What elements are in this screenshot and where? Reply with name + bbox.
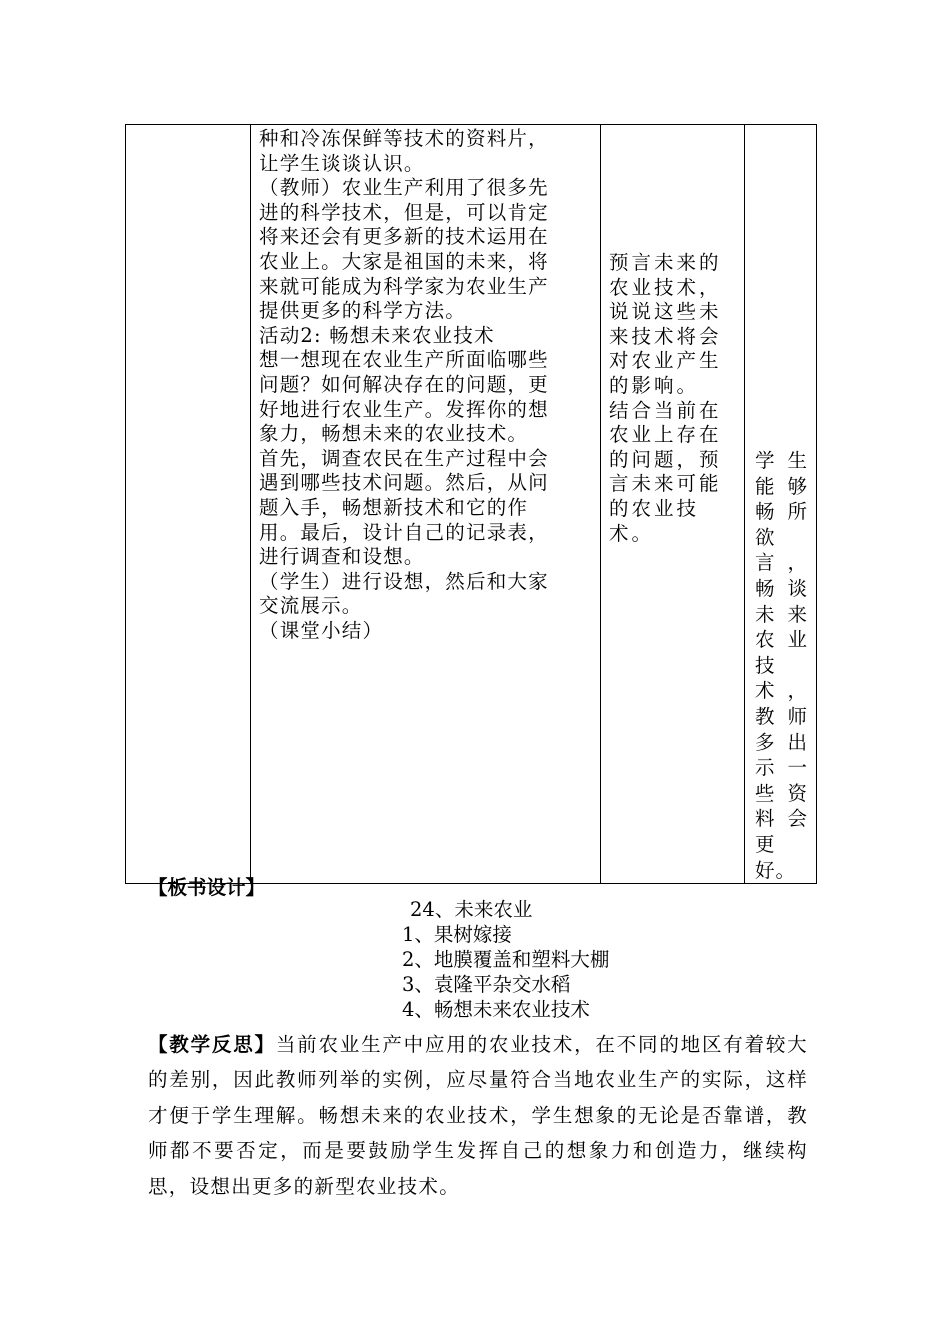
design-intent-char: 谈 bbox=[787, 576, 808, 600]
design-intent-row bbox=[755, 653, 808, 679]
teacher-activity-line: 进的科学技术，但是，可以肯定 bbox=[259, 200, 549, 224]
design-intent-row bbox=[755, 781, 808, 807]
design-intent-row bbox=[755, 499, 808, 525]
design-intent-row bbox=[755, 730, 808, 756]
design-intent-char: 欲 bbox=[755, 525, 776, 549]
reflection-text: 当前农业生产中应用的农业技术，在不同的地区有着较大的差别，因此教师列举的实例，应尽量符合当地农业生产的实际，这样才便于学生理解。畅想未来的农业技术，学生想象的无论是否靠谱，教师都不要否定，而是要鼓励学生发挥自己的想象力和创造力，继续构思，设想出更多的新型农业技术。 bbox=[148, 1033, 808, 1198]
design-intent-char: 业 bbox=[787, 628, 808, 652]
board-item: 2、地膜覆盖和塑料大棚 bbox=[402, 948, 610, 971]
teacher-activity-line: 题入手，畅想新技术和它的作 bbox=[259, 495, 529, 519]
design-intent-char: 所 bbox=[787, 500, 808, 524]
teacher-activity-line: 让学生谈谈认识。 bbox=[259, 151, 425, 175]
teacher-activity-line: 好地进行农业生产。发挥你的想 bbox=[259, 397, 549, 421]
design-intent-row bbox=[755, 602, 808, 628]
student-activity-line: 农业技术， bbox=[609, 275, 722, 299]
design-intent-char: 多 bbox=[755, 730, 776, 754]
design-intent-char: 学 bbox=[755, 449, 776, 472]
design-intent-cell bbox=[745, 125, 817, 884]
board-item: 3、袁隆平杂交水稻 bbox=[402, 973, 571, 996]
reflection-label: 【教学反思】 bbox=[148, 1033, 276, 1056]
teacher-activity-line: 象力，畅想未来的农业技术。 bbox=[259, 422, 529, 446]
design-intent-row bbox=[755, 576, 808, 602]
student-activity-line: 术。 bbox=[609, 521, 655, 545]
design-intent-char: 言 bbox=[755, 551, 776, 575]
design-intent-row bbox=[755, 525, 808, 551]
board-design-label: 【板书设计】 bbox=[148, 876, 266, 899]
student-activity-line: 预言未来的 bbox=[609, 251, 722, 274]
design-intent-text bbox=[745, 125, 816, 883]
design-intent-char: 出 bbox=[787, 730, 808, 754]
design-intent-row bbox=[755, 704, 808, 730]
design-intent-char: 示 bbox=[755, 756, 776, 780]
student-activity-line: 农业上存在 bbox=[609, 423, 722, 447]
teacher-activity-line: 种和冷冻保鲜等技术的资料片， bbox=[259, 127, 549, 150]
design-intent-char: 料 bbox=[755, 807, 776, 831]
student-activity-line: 来技术将会 bbox=[609, 324, 722, 348]
teacher-activity-line: （学生）进行设想，然后和大家 bbox=[259, 569, 549, 593]
board-title: 24、未来农业 bbox=[410, 898, 533, 921]
student-activity-cell bbox=[601, 125, 745, 884]
design-intent-char: 农 bbox=[755, 628, 776, 652]
teacher-activity-line: 想一想现在农业生产所面临哪些 bbox=[259, 348, 549, 372]
design-intent-char: 畅 bbox=[755, 576, 776, 600]
design-intent-char: 教 bbox=[755, 704, 776, 728]
teacher-activity-line: （教师）农业生产利用了很多先 bbox=[259, 176, 549, 200]
student-activity-line: 的问题，预 bbox=[609, 447, 722, 471]
design-intent-row bbox=[755, 832, 808, 858]
design-intent-char: 够 bbox=[787, 474, 808, 498]
student-activity-text bbox=[601, 125, 744, 546]
teacher-activity-cell bbox=[251, 125, 601, 884]
design-intent-row bbox=[755, 858, 808, 884]
design-intent-char: 来 bbox=[787, 602, 808, 626]
teacher-activity-line: 活动2: 畅想未来农业技术 bbox=[259, 323, 495, 347]
design-intent-char: 一 bbox=[787, 756, 808, 780]
design-intent-char: ， bbox=[787, 679, 808, 703]
design-intent-char: 能 bbox=[755, 474, 776, 498]
design-intent-char: 师 bbox=[787, 704, 808, 728]
design-intent-row bbox=[755, 755, 808, 781]
teacher-activity-line: 提供更多的科学方法。 bbox=[259, 299, 467, 323]
teacher-activity-line: 交流展示。 bbox=[259, 594, 363, 618]
student-activity-line: 的影响。 bbox=[609, 373, 700, 397]
student-activity-line: 的农业技 bbox=[609, 496, 700, 520]
design-intent-char: 未 bbox=[755, 602, 776, 626]
table-row bbox=[126, 125, 817, 884]
design-intent-char: 些 bbox=[755, 781, 776, 805]
design-intent-row bbox=[755, 550, 808, 576]
stage-cell bbox=[126, 125, 251, 884]
design-intent-char: ， bbox=[787, 551, 808, 575]
lesson-plan-table bbox=[125, 124, 817, 884]
teacher-activity-line: 首先，调查农民在生产过程中会 bbox=[259, 446, 549, 470]
teacher-activity-line: 来就可能成为科学家为农业生产 bbox=[259, 274, 549, 298]
teacher-activity-line: 进行调查和设想。 bbox=[259, 545, 425, 569]
design-intent-char: 生 bbox=[787, 449, 808, 472]
design-intent-row bbox=[755, 678, 808, 704]
student-activity-line: 结合当前在 bbox=[609, 398, 722, 422]
design-intent-row bbox=[755, 627, 808, 653]
design-intent-char: 会 bbox=[787, 807, 808, 831]
student-activity-line: 对农业产生 bbox=[609, 349, 722, 373]
board-item: 1、果树嫁接 bbox=[402, 923, 512, 946]
design-intent-char: 术 bbox=[755, 679, 776, 703]
design-intent-row bbox=[755, 448, 808, 474]
design-intent-char: 技 bbox=[755, 653, 776, 677]
design-intent-row bbox=[755, 474, 808, 500]
teacher-activity-line: 问题？如何解决存在的问题，更 bbox=[259, 372, 549, 396]
board-item: 4、畅想未来农业技术 bbox=[402, 998, 590, 1021]
design-intent-row bbox=[755, 806, 808, 832]
student-activity-line: 说说这些未 bbox=[609, 300, 722, 324]
teacher-activity-line: 农业上。大家是祖国的未来，将 bbox=[259, 249, 549, 273]
design-intent-char: 好。 bbox=[755, 858, 797, 882]
teaching-reflection bbox=[148, 1027, 808, 1204]
design-intent-char: 更 bbox=[755, 832, 776, 856]
teacher-activity-line: 遇到哪些技术问题。然后，从问 bbox=[259, 471, 549, 495]
teacher-activity-text bbox=[251, 125, 600, 643]
teacher-activity-line: （课堂小结） bbox=[259, 618, 384, 642]
design-intent-char: 畅 bbox=[755, 500, 776, 524]
teacher-activity-line: 将来还会有更多新的技术运用在 bbox=[259, 225, 549, 249]
teacher-activity-line: 用。最后，设计自己的记录表， bbox=[259, 520, 549, 544]
design-intent-char: 资 bbox=[787, 781, 808, 805]
student-activity-line: 言未来可能 bbox=[609, 472, 722, 496]
